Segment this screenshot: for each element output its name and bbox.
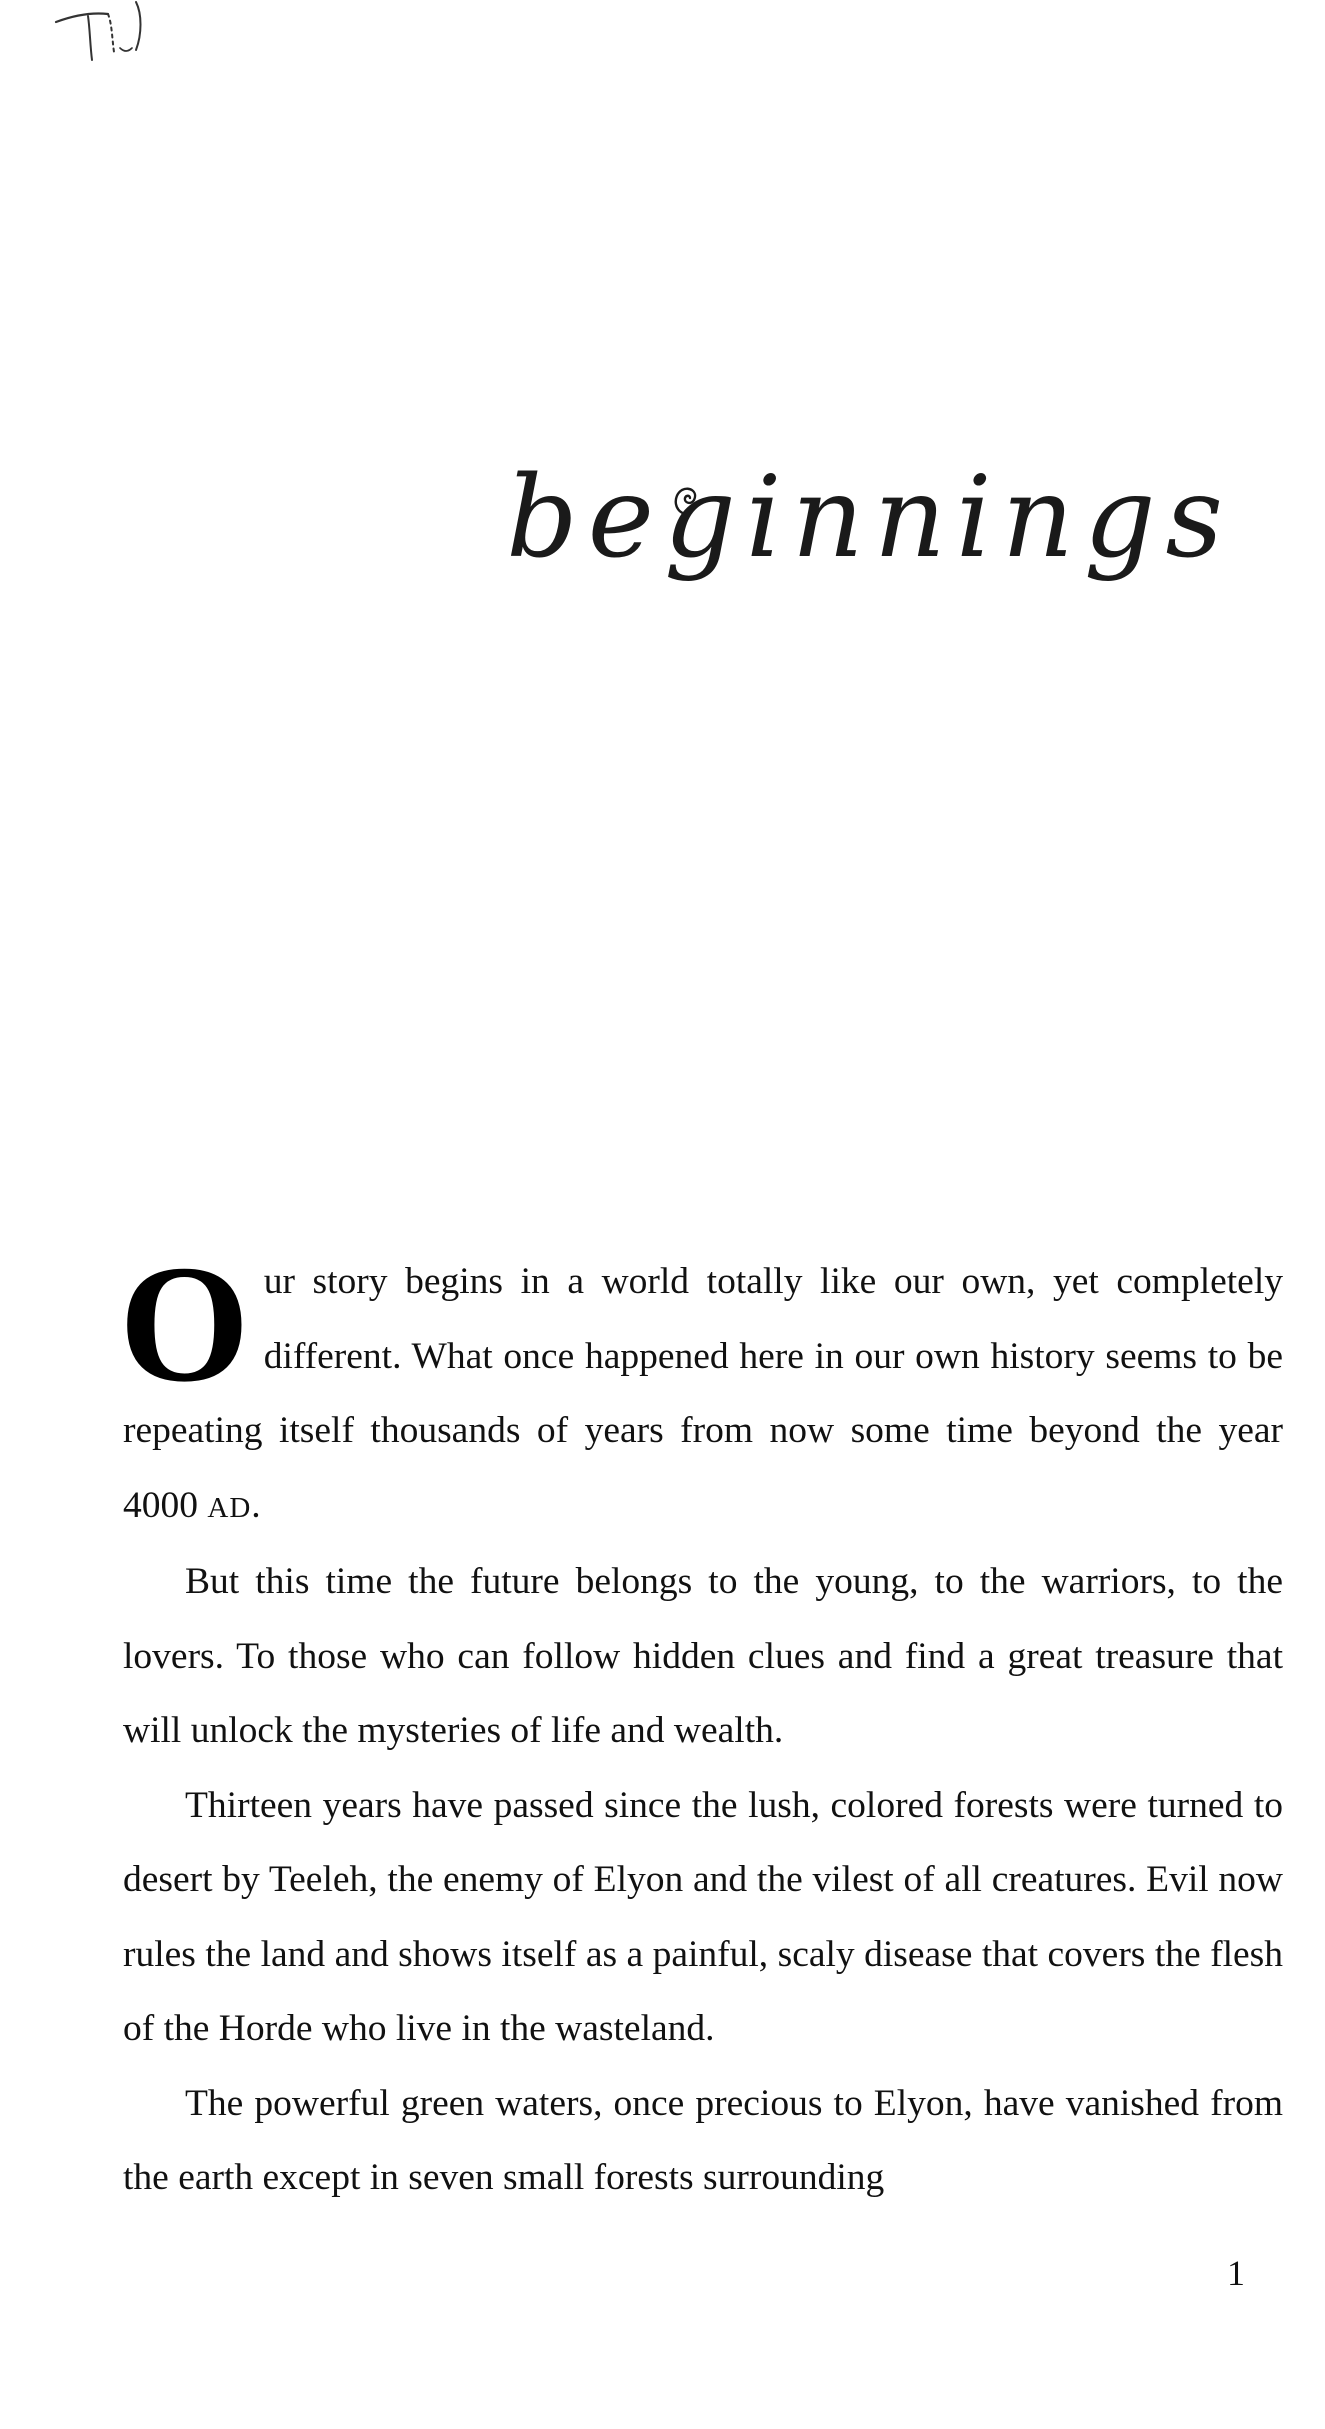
drop-cap: O — [119, 1231, 250, 1417]
paragraph-1-text: ur story begins in a world totally like our own, yet completely different. What once happened here in our own history seems to be repeating itself thousands of years from now some time beyond the year 4000 — [123, 1261, 1283, 1526]
paragraph-3: Thirteen years have passed since the lush, colored forests were turned to desert by Teeleh, the enemy of Elyon and the vilest of all creatures. Evil now rules the land and shows itself as a painful, scaly disease that covers the flesh of the Horde who live in the wasteland. — [123, 1784, 1283, 2049]
paragraph-2: But this time the future belongs to the young, to the warriors, to the lovers. To those who can follow hidden clues and find a great treasure that will unlock the mysteries of life and wealth. — [123, 1561, 1283, 1751]
paragraph-1-end: . — [251, 1484, 261, 1526]
page-number: 1 — [1227, 2253, 1245, 2293]
handwritten-mark-icon — [50, 0, 160, 70]
swirl-ornament-icon — [668, 478, 708, 518]
paragraph-1 — [119, 1231, 1283, 1545]
chapter-title: beginnings — [506, 453, 1233, 583]
paragraph-4: The powerful green waters, once precious to Elyon, have vanished from the earth except in seven small forests surrounding — [123, 2082, 1283, 2198]
body-text — [119, 1231, 1283, 2216]
era-abbreviation: AD — [207, 1491, 252, 1524]
